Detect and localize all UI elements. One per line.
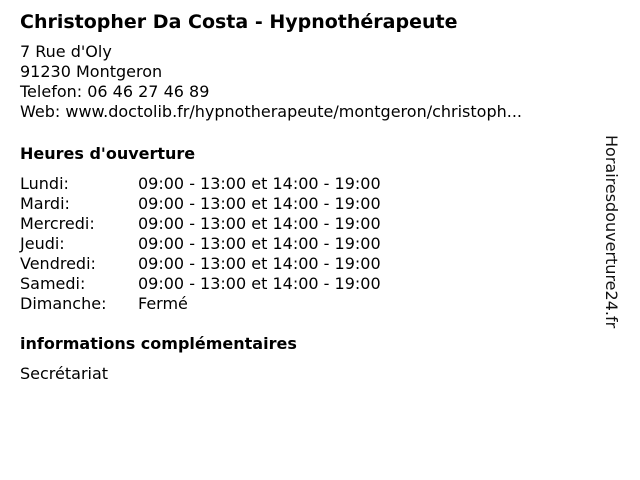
hours-time-value: 09:00 - 13:00 et 14:00 - 19:00 <box>138 274 381 293</box>
hours-row-wednesday <box>20 214 610 234</box>
hours-time-value: 09:00 - 13:00 et 14:00 - 19:00 <box>138 234 381 253</box>
website-link[interactable]: Web: www.doctolib.fr/hypnotherapeute/montgeron/christoph... <box>20 102 523 121</box>
address-city: 91230 Montgeron <box>20 62 163 81</box>
additional-info-heading: informations complémentaires <box>20 334 297 353</box>
hours-day-label: Jeudi: <box>20 234 65 253</box>
additional-info-text: Secrétariat <box>20 364 109 383</box>
opening-hours-heading: Heures d'ouverture <box>20 144 196 163</box>
address-street: 7 Rue d'Oly <box>20 42 112 61</box>
opening-hours-table <box>20 174 610 314</box>
hours-time-value: Fermé <box>138 294 188 313</box>
hours-day-label: Vendredi: <box>20 254 96 273</box>
hours-row-sunday <box>20 294 610 314</box>
phone-number[interactable]: Telefon: 06 46 27 46 89 <box>20 82 210 101</box>
hours-day-label: Lundi: <box>20 174 69 193</box>
hours-row-saturday <box>20 274 610 294</box>
hours-time-value: 09:00 - 13:00 et 14:00 - 19:00 <box>138 194 381 213</box>
hours-day-label: Samedi: <box>20 274 86 293</box>
business-name: Christopher Da Costa - Hypnothérapeute <box>20 11 458 33</box>
hours-row-friday <box>20 254 610 274</box>
hours-time-value: 09:00 - 13:00 et 14:00 - 19:00 <box>138 254 381 273</box>
hours-time-value: 09:00 - 13:00 et 14:00 - 19:00 <box>138 214 381 233</box>
site-watermark: Horairesdouverture24.fr <box>602 135 621 329</box>
hours-row-thursday <box>20 234 610 254</box>
address-block <box>20 42 610 122</box>
hours-row-tuesday <box>20 194 610 214</box>
hours-day-label: Mardi: <box>20 194 70 213</box>
hours-day-label: Mercredi: <box>20 214 95 233</box>
business-card <box>20 11 610 384</box>
hours-day-label: Dimanche: <box>20 294 107 313</box>
hours-row-monday <box>20 174 610 194</box>
hours-time-value: 09:00 - 13:00 et 14:00 - 19:00 <box>138 174 381 193</box>
